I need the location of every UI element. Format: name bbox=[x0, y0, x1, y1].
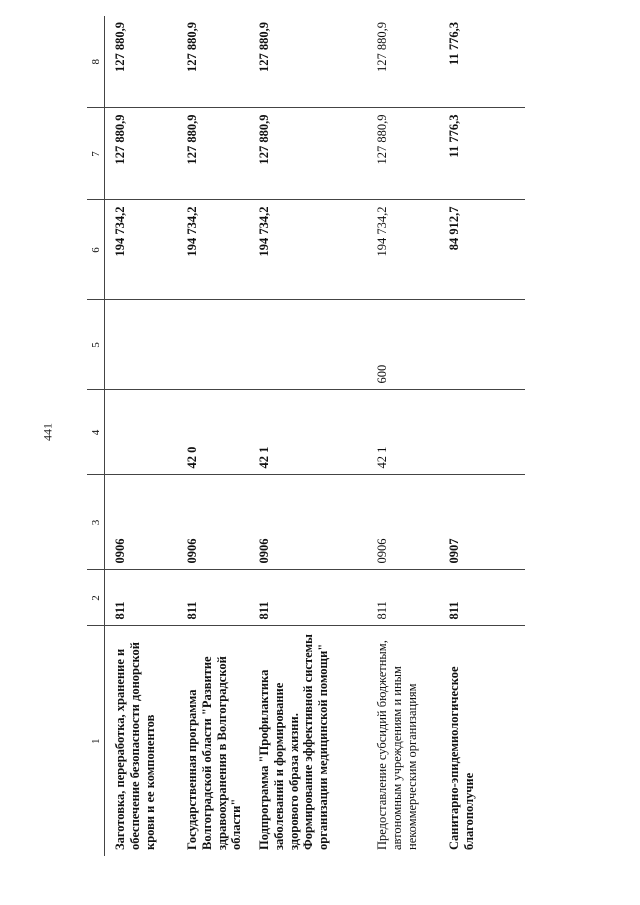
header-col-6: 6 bbox=[87, 200, 105, 300]
column-number-header-row bbox=[87, 16, 105, 856]
cell-expense-type bbox=[439, 300, 525, 390]
cell-amount-col-6: 84 912,7 bbox=[439, 200, 525, 300]
header-col-8: 8 bbox=[87, 16, 105, 108]
cell-amount-col-7: 127 880,9 bbox=[105, 108, 178, 200]
table-row bbox=[177, 16, 249, 856]
cell-ministry-code: 811 bbox=[367, 570, 439, 626]
cell-target-article: 42 0 bbox=[177, 390, 249, 475]
cell-amount-col-8: 11 776,3 bbox=[439, 16, 525, 108]
cell-amount-col-7: 127 880,9 bbox=[177, 108, 249, 200]
header-col-3: 3 bbox=[87, 475, 105, 570]
header-col-1: 1 bbox=[87, 626, 105, 856]
row-name: Санитарно-эпидемиологическое благополучие bbox=[447, 666, 476, 850]
cell-section-code: 0906 bbox=[249, 475, 367, 570]
cell-amount-col-7: 127 880,9 bbox=[367, 108, 439, 200]
row-name: Государственная программа Волгоградской области "Развитие здравоохранения в Волгоградской области" bbox=[185, 656, 244, 850]
cell-target-article: 42 1 bbox=[249, 390, 367, 475]
cell-expense-type bbox=[105, 300, 178, 390]
cell-expense-type bbox=[177, 300, 249, 390]
header-col-5: 5 bbox=[87, 300, 105, 390]
cell-expense-type: 600 bbox=[367, 300, 439, 390]
header-col-7: 7 bbox=[87, 108, 105, 200]
cell-amount-col-8: 127 880,9 bbox=[177, 16, 249, 108]
cell-amount-col-6: 194 734,2 bbox=[367, 200, 439, 300]
header-col-2: 2 bbox=[87, 570, 105, 626]
table-row bbox=[105, 16, 178, 856]
cell-amount-col-8: 127 880,9 bbox=[367, 16, 439, 108]
cell-amount-col-8: 127 880,9 bbox=[105, 16, 178, 108]
cell-ministry-code: 811 bbox=[439, 570, 525, 626]
cell-section-code: 0906 bbox=[367, 475, 439, 570]
cell-expense-type bbox=[249, 300, 367, 390]
cell-amount-col-7: 11 776,3 bbox=[439, 108, 525, 200]
row-name: Подпрограмма "Профилактика заболеваний и формирование здорового образа жизни. Формирование эффективной системы организации медицинской помощи" bbox=[257, 634, 330, 850]
cell-section-code: 0907 bbox=[439, 475, 525, 570]
cell-target-article bbox=[105, 390, 178, 475]
cell-amount-col-6: 194 734,2 bbox=[249, 200, 367, 300]
budget-table bbox=[87, 16, 525, 856]
row-name: Заготовка, переработка, хранение и обеспечение безопасности донорской крови и ее компонентов bbox=[113, 641, 157, 850]
cell-amount-col-6: 194 734,2 bbox=[177, 200, 249, 300]
cell-target-article: 42 1 bbox=[367, 390, 439, 475]
cell-amount-col-6: 194 734,2 bbox=[105, 200, 178, 300]
page-number: 441 bbox=[40, 423, 55, 441]
cell-ministry-code: 811 bbox=[177, 570, 249, 626]
cell-amount-col-7: 127 880,9 bbox=[249, 108, 367, 200]
cell-ministry-code: 811 bbox=[105, 570, 178, 626]
table-row bbox=[249, 16, 367, 856]
cell-ministry-code: 811 bbox=[249, 570, 367, 626]
cell-section-code: 0906 bbox=[105, 475, 178, 570]
cell-target-article bbox=[439, 390, 525, 475]
table-row bbox=[439, 16, 525, 856]
budget-table-sheet bbox=[87, 16, 612, 856]
cell-amount-col-8: 127 880,9 bbox=[249, 16, 367, 108]
row-name: Предоставление субсидий бюджетным, автономным учреждениям и иным некоммерческим организациям bbox=[375, 640, 419, 850]
table-row bbox=[367, 16, 439, 856]
cell-section-code: 0906 bbox=[177, 475, 249, 570]
header-col-4: 4 bbox=[87, 390, 105, 475]
